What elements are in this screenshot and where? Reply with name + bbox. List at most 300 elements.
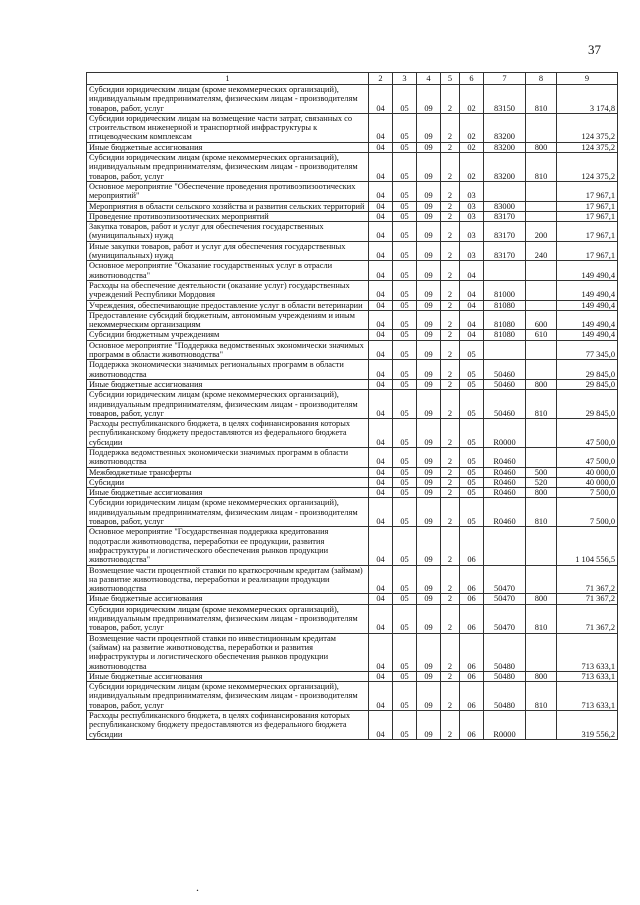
amount-value: 319 556,2	[557, 711, 618, 740]
code-expense-type	[526, 300, 557, 310]
row-description: Основное мероприятие "Оказание государственных услуг в отрасли животноводства"	[87, 261, 369, 281]
table-row	[87, 671, 618, 681]
page-number: 37	[588, 42, 601, 57]
code-subsection: 09	[417, 390, 441, 419]
code-section: 05	[393, 527, 417, 565]
code-ministry: 04	[369, 447, 393, 467]
code-section: 05	[393, 390, 417, 419]
code-direction: R0000	[484, 711, 526, 740]
code-section: 05	[393, 113, 417, 142]
code-event: 05	[460, 379, 484, 389]
table-header-row	[87, 73, 618, 85]
code-expense-type: 800	[526, 671, 557, 681]
code-expense-type	[526, 360, 557, 380]
code-program: 2	[441, 241, 460, 261]
code-ministry: 04	[369, 261, 393, 281]
code-subsection: 09	[417, 527, 441, 565]
code-event: 06	[460, 604, 484, 633]
code-ministry: 04	[369, 477, 393, 487]
table-row	[87, 390, 618, 419]
table-row	[87, 181, 618, 201]
code-event: 06	[460, 682, 484, 711]
code-expense-type: 800	[526, 594, 557, 604]
code-subsection: 09	[417, 241, 441, 261]
code-event: 06	[460, 565, 484, 594]
code-program: 2	[441, 201, 460, 211]
code-section: 05	[393, 241, 417, 261]
code-section: 05	[393, 181, 417, 201]
code-section: 05	[393, 447, 417, 467]
table-row	[87, 498, 618, 527]
code-program: 2	[441, 565, 460, 594]
code-direction: 81080	[484, 300, 526, 310]
code-ministry: 04	[369, 211, 393, 221]
code-program: 2	[441, 211, 460, 221]
code-ministry: 04	[369, 467, 393, 477]
table-row	[87, 142, 618, 152]
code-section: 05	[393, 682, 417, 711]
code-direction: 81000	[484, 280, 526, 300]
code-direction: 83170	[484, 211, 526, 221]
code-direction: 83170	[484, 241, 526, 261]
code-program: 2	[441, 181, 460, 201]
amount-value: 124 375,2	[557, 153, 618, 182]
table-row	[87, 488, 618, 498]
table-row	[87, 633, 618, 671]
code-program: 2	[441, 477, 460, 487]
code-expense-type: 810	[526, 682, 557, 711]
code-section: 05	[393, 711, 417, 740]
code-subsection: 09	[417, 201, 441, 211]
code-direction: 50460	[484, 390, 526, 419]
column-header: 3	[393, 73, 417, 85]
code-expense-type: 810	[526, 604, 557, 633]
code-event: 05	[460, 447, 484, 467]
row-description: Субсидии юридическим лицам (кроме некоммерческих организаций), индивидуальным предпринимателям, физическим лицам - производителям товаров, работ, услуг	[87, 390, 369, 419]
row-description: Иные бюджетные ассигнования	[87, 142, 369, 152]
amount-value: 71 367,2	[557, 594, 618, 604]
code-ministry: 04	[369, 201, 393, 211]
code-program: 2	[441, 488, 460, 498]
table-row	[87, 280, 618, 300]
amount-value: 29 845,0	[557, 360, 618, 380]
row-description: Возмещение части процентной ставки по краткосрочным кредитам (займам) на развитие животноводства, переработки и реализации продукции животноводства	[87, 565, 369, 594]
code-ministry: 04	[369, 181, 393, 201]
row-description: Расходы на обеспечение деятельности (оказание услуг) государственных учреждений Республики Мордовия	[87, 280, 369, 300]
code-expense-type: 200	[526, 222, 557, 242]
table-row	[87, 467, 618, 477]
row-description: Предоставление субсидий бюджетным, автономным учреждениям и иным некоммерческим организациям	[87, 310, 369, 330]
row-description: Субсидии юридическим лицам (кроме некоммерческих организаций), индивидуальным предпринимателям, физическим лицам - производителям товаров, работ, услуг	[87, 498, 369, 527]
code-direction: 50460	[484, 360, 526, 380]
code-direction: R0460	[484, 498, 526, 527]
table-row	[87, 711, 618, 740]
code-direction: 83200	[484, 113, 526, 142]
code-program: 2	[441, 153, 460, 182]
code-expense-type: 240	[526, 241, 557, 261]
code-section: 05	[393, 565, 417, 594]
code-subsection: 09	[417, 682, 441, 711]
code-program: 2	[441, 594, 460, 604]
row-description: Иные бюджетные ассигнования	[87, 488, 369, 498]
code-section: 05	[393, 330, 417, 340]
code-subsection: 09	[417, 447, 441, 467]
code-direction	[484, 261, 526, 281]
code-direction: 83170	[484, 222, 526, 242]
code-direction: 83200	[484, 142, 526, 152]
column-header: 2	[369, 73, 393, 85]
code-ministry: 04	[369, 280, 393, 300]
code-direction: R0460	[484, 488, 526, 498]
table-row	[87, 211, 618, 221]
code-expense-type: 610	[526, 330, 557, 340]
code-ministry: 04	[369, 330, 393, 340]
code-event: 02	[460, 85, 484, 114]
code-section: 05	[393, 153, 417, 182]
code-subsection: 09	[417, 565, 441, 594]
code-event: 03	[460, 222, 484, 242]
code-ministry: 04	[369, 300, 393, 310]
table-row	[87, 261, 618, 281]
amount-value: 124 375,2	[557, 142, 618, 152]
code-event: 04	[460, 310, 484, 330]
code-ministry: 04	[369, 379, 393, 389]
footer-mark: .	[196, 880, 199, 894]
code-direction: 81080	[484, 310, 526, 330]
code-expense-type	[526, 447, 557, 467]
code-event: 05	[460, 477, 484, 487]
code-program: 2	[441, 671, 460, 681]
code-event: 03	[460, 181, 484, 201]
code-event: 04	[460, 300, 484, 310]
table-row	[87, 310, 618, 330]
amount-value: 17 967,1	[557, 222, 618, 242]
code-section: 05	[393, 340, 417, 360]
table-row	[87, 682, 618, 711]
code-program: 2	[441, 604, 460, 633]
code-expense-type: 800	[526, 142, 557, 152]
code-ministry: 04	[369, 222, 393, 242]
code-subsection: 09	[417, 379, 441, 389]
amount-value: 47 500,0	[557, 419, 618, 448]
table-body	[87, 85, 618, 740]
code-ministry: 04	[369, 488, 393, 498]
code-ministry: 04	[369, 711, 393, 740]
code-subsection: 09	[417, 181, 441, 201]
column-header: 9	[557, 73, 618, 85]
code-program: 2	[441, 310, 460, 330]
code-direction: 50480	[484, 671, 526, 681]
code-section: 05	[393, 85, 417, 114]
column-header: 6	[460, 73, 484, 85]
code-event: 05	[460, 467, 484, 477]
amount-value: 71 367,2	[557, 565, 618, 594]
code-section: 05	[393, 310, 417, 330]
code-section: 05	[393, 142, 417, 152]
code-direction	[484, 340, 526, 360]
code-event: 06	[460, 594, 484, 604]
code-ministry: 04	[369, 340, 393, 360]
column-header: 5	[441, 73, 460, 85]
table-row	[87, 330, 618, 340]
code-program: 2	[441, 340, 460, 360]
table-row	[87, 300, 618, 310]
row-description: Проведение противоэпизоотических мероприятий	[87, 211, 369, 221]
code-event: 04	[460, 261, 484, 281]
code-direction: R0460	[484, 467, 526, 477]
code-program: 2	[441, 467, 460, 477]
table-row	[87, 379, 618, 389]
code-subsection: 09	[417, 280, 441, 300]
table-row	[87, 340, 618, 360]
amount-value: 149 490,4	[557, 280, 618, 300]
code-subsection: 09	[417, 498, 441, 527]
amount-value: 17 967,1	[557, 241, 618, 261]
row-description: Субсидии бюджетным учреждениям	[87, 330, 369, 340]
code-subsection: 09	[417, 310, 441, 330]
code-expense-type: 800	[526, 488, 557, 498]
budget-table	[86, 72, 618, 740]
code-expense-type	[526, 181, 557, 201]
code-subsection: 09	[417, 711, 441, 740]
code-subsection: 09	[417, 85, 441, 114]
code-subsection: 09	[417, 604, 441, 633]
code-ministry: 04	[369, 604, 393, 633]
code-direction: 83200	[484, 153, 526, 182]
amount-value: 713 633,1	[557, 633, 618, 671]
code-ministry: 04	[369, 85, 393, 114]
amount-value: 1 104 556,5	[557, 527, 618, 565]
code-expense-type: 810	[526, 390, 557, 419]
code-expense-type: 810	[526, 85, 557, 114]
code-subsection: 09	[417, 488, 441, 498]
code-expense-type	[526, 211, 557, 221]
column-header: 8	[526, 73, 557, 85]
code-section: 05	[393, 594, 417, 604]
amount-value: 3 174,8	[557, 85, 618, 114]
code-event: 03	[460, 241, 484, 261]
row-description: Основное мероприятие "Государственная поддержка кредитования подотрасли животноводства, переработки ее продукции, развития инфраструктуры и логистического обеспечения рынков продукции животноводства"	[87, 527, 369, 565]
row-description: Субсидии юридическим лицам (кроме некоммерческих организаций), индивидуальным предпринимателям, физическим лицам - производителям товаров, работ, услуг	[87, 85, 369, 114]
code-section: 05	[393, 379, 417, 389]
row-description: Закупка товаров, работ и услуг для обеспечения государственных (муниципальных) нужд	[87, 222, 369, 242]
code-ministry: 04	[369, 241, 393, 261]
table-row	[87, 565, 618, 594]
code-subsection: 09	[417, 222, 441, 242]
row-description: Субсидии юридическим лицам (кроме некоммерческих организаций), индивидуальным предпринимателям, физическим лицам - производителям товаров, работ, услуг	[87, 604, 369, 633]
amount-value: 40 000,0	[557, 467, 618, 477]
row-description: Поддержка ведомственных экономически значимых программ в области животноводства	[87, 447, 369, 467]
row-description: Поддержка экономически значимых региональных программ в области животноводства	[87, 360, 369, 380]
code-subsection: 09	[417, 633, 441, 671]
code-expense-type	[526, 633, 557, 671]
code-section: 05	[393, 261, 417, 281]
code-expense-type	[526, 261, 557, 281]
column-header: 7	[484, 73, 526, 85]
code-event: 05	[460, 488, 484, 498]
table-row	[87, 527, 618, 565]
code-direction: 50480	[484, 633, 526, 671]
code-event: 05	[460, 419, 484, 448]
code-expense-type	[526, 711, 557, 740]
code-expense-type: 810	[526, 498, 557, 527]
code-ministry: 04	[369, 390, 393, 419]
code-program: 2	[441, 360, 460, 380]
code-direction: 50470	[484, 604, 526, 633]
code-expense-type	[526, 201, 557, 211]
code-expense-type	[526, 280, 557, 300]
code-subsection: 09	[417, 467, 441, 477]
code-ministry: 04	[369, 360, 393, 380]
code-program: 2	[441, 280, 460, 300]
code-ministry: 04	[369, 498, 393, 527]
code-section: 05	[393, 419, 417, 448]
amount-value: 47 500,0	[557, 447, 618, 467]
code-program: 2	[441, 330, 460, 340]
code-section: 05	[393, 633, 417, 671]
code-subsection: 09	[417, 330, 441, 340]
code-event: 06	[460, 633, 484, 671]
code-program: 2	[441, 419, 460, 448]
row-description: Мероприятия в области сельского хозяйства и развития сельских территорий	[87, 201, 369, 211]
row-description: Межбюджетные трансферты	[87, 467, 369, 477]
amount-value: 77 345,0	[557, 340, 618, 360]
row-description: Иные закупки товаров, работ и услуг для обеспечения государственных (муниципальных) нужд	[87, 241, 369, 261]
table-row	[87, 604, 618, 633]
code-program: 2	[441, 142, 460, 152]
code-program: 2	[441, 300, 460, 310]
code-program: 2	[441, 261, 460, 281]
code-section: 05	[393, 211, 417, 221]
code-direction: 50480	[484, 682, 526, 711]
code-program: 2	[441, 711, 460, 740]
code-ministry: 04	[369, 671, 393, 681]
code-ministry: 04	[369, 153, 393, 182]
row-description: Субсидии	[87, 477, 369, 487]
code-program: 2	[441, 390, 460, 419]
row-description: Иные бюджетные ассигнования	[87, 594, 369, 604]
row-description: Субсидии юридическим лицам (кроме некоммерческих организаций), индивидуальным предпринимателям, физическим лицам - производителям товаров, работ, услуг	[87, 153, 369, 182]
code-direction: R0460	[484, 447, 526, 467]
code-expense-type	[526, 340, 557, 360]
amount-value: 17 967,1	[557, 181, 618, 201]
code-program: 2	[441, 113, 460, 142]
code-subsection: 09	[417, 113, 441, 142]
code-direction: R0460	[484, 477, 526, 487]
row-description: Субсидии юридическим лицам (кроме некоммерческих организаций), индивидуальным предпринимателям, физическим лицам - производителям товаров, работ, услуг	[87, 682, 369, 711]
code-ministry: 04	[369, 565, 393, 594]
column-header: 4	[417, 73, 441, 85]
code-direction: 50470	[484, 594, 526, 604]
code-direction: 50460	[484, 379, 526, 389]
amount-value: 149 490,4	[557, 300, 618, 310]
code-event: 03	[460, 201, 484, 211]
code-subsection: 09	[417, 261, 441, 281]
code-event: 03	[460, 211, 484, 221]
code-expense-type: 800	[526, 379, 557, 389]
code-section: 05	[393, 201, 417, 211]
code-direction: 50470	[484, 565, 526, 594]
table-row	[87, 419, 618, 448]
code-ministry: 04	[369, 310, 393, 330]
code-direction	[484, 181, 526, 201]
row-description: Основное мероприятие "Обеспечение проведения противоэпизоотических мероприятий"	[87, 181, 369, 201]
amount-value: 71 367,2	[557, 604, 618, 633]
amount-value: 713 633,1	[557, 671, 618, 681]
code-subsection: 09	[417, 340, 441, 360]
code-event: 05	[460, 340, 484, 360]
code-ministry: 04	[369, 682, 393, 711]
code-expense-type: 500	[526, 467, 557, 477]
code-section: 05	[393, 360, 417, 380]
code-expense-type	[526, 113, 557, 142]
code-event: 06	[460, 527, 484, 565]
amount-value: 124 375,2	[557, 113, 618, 142]
row-description: Возмещение части процентной ставки по инвестиционным кредитам (займам) на развитие животноводства, переработки и развития инфраструктуры и логистического обеспечения рынков продукции животноводства	[87, 633, 369, 671]
amount-value: 713 633,1	[557, 682, 618, 711]
table-row	[87, 447, 618, 467]
amount-value: 17 967,1	[557, 201, 618, 211]
code-ministry: 04	[369, 594, 393, 604]
code-program: 2	[441, 633, 460, 671]
code-direction: R0000	[484, 419, 526, 448]
row-description: Расходы республиканского бюджета, в целях софинансирования которых республиканскому бюджету предоставляются из федерального бюджета субсидии	[87, 711, 369, 740]
code-subsection: 09	[417, 360, 441, 380]
row-description: Иные бюджетные ассигнования	[87, 379, 369, 389]
code-event: 02	[460, 142, 484, 152]
column-header: 1	[87, 73, 369, 85]
code-section: 05	[393, 671, 417, 681]
code-section: 05	[393, 467, 417, 477]
amount-value: 29 845,0	[557, 390, 618, 419]
code-event: 05	[460, 498, 484, 527]
code-expense-type	[526, 527, 557, 565]
code-program: 2	[441, 379, 460, 389]
amount-value: 40 000,0	[557, 477, 618, 487]
code-subsection: 09	[417, 142, 441, 152]
amount-value: 149 490,4	[557, 310, 618, 330]
row-description: Иные бюджетные ассигнования	[87, 671, 369, 681]
table-row	[87, 153, 618, 182]
code-section: 05	[393, 477, 417, 487]
code-expense-type: 600	[526, 310, 557, 330]
code-section: 05	[393, 498, 417, 527]
amount-value: 7 500,0	[557, 498, 618, 527]
code-program: 2	[441, 85, 460, 114]
code-section: 05	[393, 280, 417, 300]
code-event: 05	[460, 360, 484, 380]
code-direction: 83150	[484, 85, 526, 114]
code-direction: 83000	[484, 201, 526, 211]
amount-value: 29 845,0	[557, 379, 618, 389]
row-description: Учреждения, обеспечивающие предоставление услуг в области ветеринарии	[87, 300, 369, 310]
code-section: 05	[393, 604, 417, 633]
code-ministry: 04	[369, 142, 393, 152]
row-description: Субсидии юридическим лицам на возмещение части затрат, связанных со строительством инженерной и транспортной инфраструктуры к птицеводческим комплексам	[87, 113, 369, 142]
code-event: 04	[460, 280, 484, 300]
code-section: 05	[393, 300, 417, 310]
table-row	[87, 594, 618, 604]
table-row	[87, 477, 618, 487]
amount-value: 149 490,4	[557, 261, 618, 281]
code-ministry: 04	[369, 633, 393, 671]
table-row	[87, 360, 618, 380]
code-ministry: 04	[369, 419, 393, 448]
code-section: 05	[393, 222, 417, 242]
code-direction	[484, 527, 526, 565]
row-description: Расходы республиканского бюджета, в целях софинансирования которых республиканскому бюджету предоставляются из федерального бюджета субсидии	[87, 419, 369, 448]
code-subsection: 09	[417, 211, 441, 221]
